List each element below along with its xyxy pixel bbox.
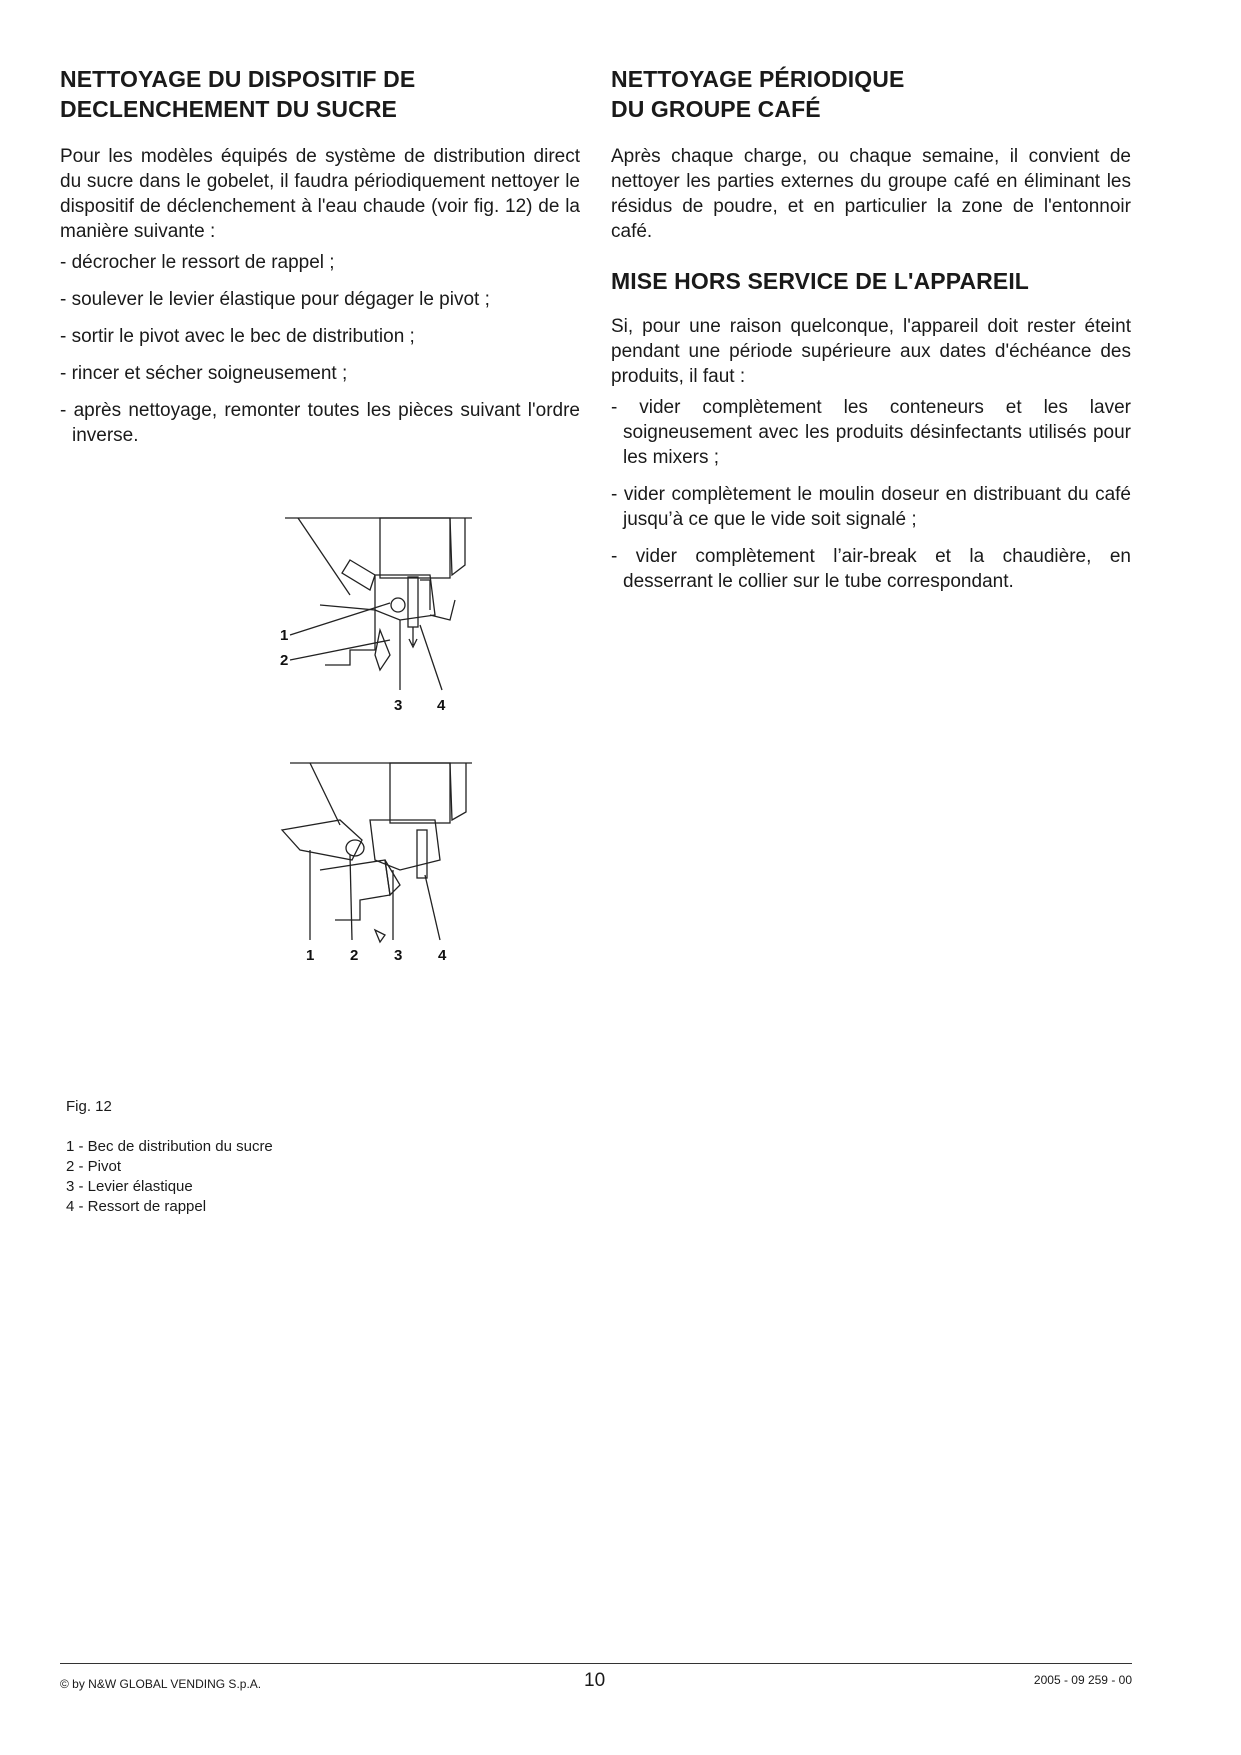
list-item: - vider complètement l’air-break et la chaudière, en desserrant le collier sur le tube correspondant. bbox=[611, 546, 1131, 592]
page-number: 10 bbox=[584, 1670, 606, 1691]
heading-line: NETTOYAGE PÉRIODIQUE bbox=[611, 66, 905, 92]
legend-item: 4 - Ressort de rappel bbox=[66, 1198, 207, 1215]
sugar-trigger-diagram-disassembled bbox=[280, 760, 480, 970]
section-heading-out-of-service: MISE HORS SERVICE DE L'APPAREIL bbox=[611, 268, 1029, 294]
document-code: 2005 - 09 259 - 00 bbox=[1033, 1673, 1132, 1687]
cleaning-steps-list bbox=[60, 250, 580, 448]
figure-label: 3 bbox=[394, 947, 403, 964]
out-of-service-paragraph: Si, pour une raison quelconque, l'appareil doit rester éteint pendant une période supérieure aux dates d'échéance des produits, il faut : bbox=[611, 316, 1131, 387]
heading-line: DECLENCHEMENT DU SUCRE bbox=[60, 96, 397, 122]
list-item: - sortir le pivot avec le bec de distribution ; bbox=[60, 326, 415, 347]
figure-label: 2 bbox=[280, 652, 289, 669]
figure-caption bbox=[66, 1097, 273, 1217]
section-heading-sugar-trigger bbox=[60, 64, 580, 124]
left-column bbox=[60, 64, 580, 460]
list-item: - soulever le levier élastique pour dégager le pivot ; bbox=[60, 289, 490, 310]
figure-label: 3 bbox=[394, 697, 403, 714]
legend-item: 1 - Bec de distribution du sucre bbox=[66, 1138, 273, 1155]
sugar-trigger-diagram-assembled bbox=[280, 515, 480, 715]
legend-item: 2 - Pivot bbox=[66, 1158, 122, 1175]
figure-label: 4 bbox=[437, 697, 446, 714]
out-of-service-steps-list bbox=[611, 395, 1131, 594]
coffee-group-paragraph: Après chaque charge, ou chaque semaine, il convient de nettoyer les parties externes du groupe café en éliminant les résidus de poudre, et en particulier la zone de l'entonnoir café. bbox=[611, 146, 1131, 242]
section-heading-coffee-group bbox=[611, 64, 1131, 124]
list-item: - décrocher le ressort de rappel ; bbox=[60, 252, 335, 273]
right-column bbox=[611, 64, 1131, 606]
list-item: - après nettoyage, remonter toutes les pièces suivant l'ordre inverse. bbox=[60, 400, 580, 446]
footer-copyright: © by N&W GLOBAL VENDING S.p.A. bbox=[60, 1677, 262, 1691]
intro-paragraph: Pour les modèles équipés de système de distribution direct du sucre dans le gobelet, il faudra périodiquement nettoyer le dispositif de déclenchement à l'eau chaude (voir fig. 12) de la manière suivante : bbox=[60, 146, 580, 242]
figure-label: 4 bbox=[438, 947, 447, 964]
footer-divider bbox=[60, 1663, 1132, 1664]
figure-label: 1 bbox=[280, 627, 289, 644]
figure-label: 1 bbox=[306, 947, 315, 964]
legend-item: 3 - Levier élastique bbox=[66, 1178, 193, 1195]
list-item: - vider complètement les conteneurs et les laver soigneusement avec les produits désinfectants utilisés pour les mixers ; bbox=[611, 397, 1131, 468]
list-item: - vider complètement le moulin doseur en distribuant du café jusqu’à ce que le vide soit signalé ; bbox=[611, 484, 1131, 530]
figure-number: Fig. 12 bbox=[66, 1098, 112, 1115]
heading-line: NETTOYAGE DU DISPOSITIF DE bbox=[60, 66, 416, 92]
figure-label: 2 bbox=[350, 947, 359, 964]
list-item: - rincer et sécher soigneusement ; bbox=[60, 363, 348, 384]
heading-line: DU GROUPE CAFÉ bbox=[611, 96, 821, 122]
